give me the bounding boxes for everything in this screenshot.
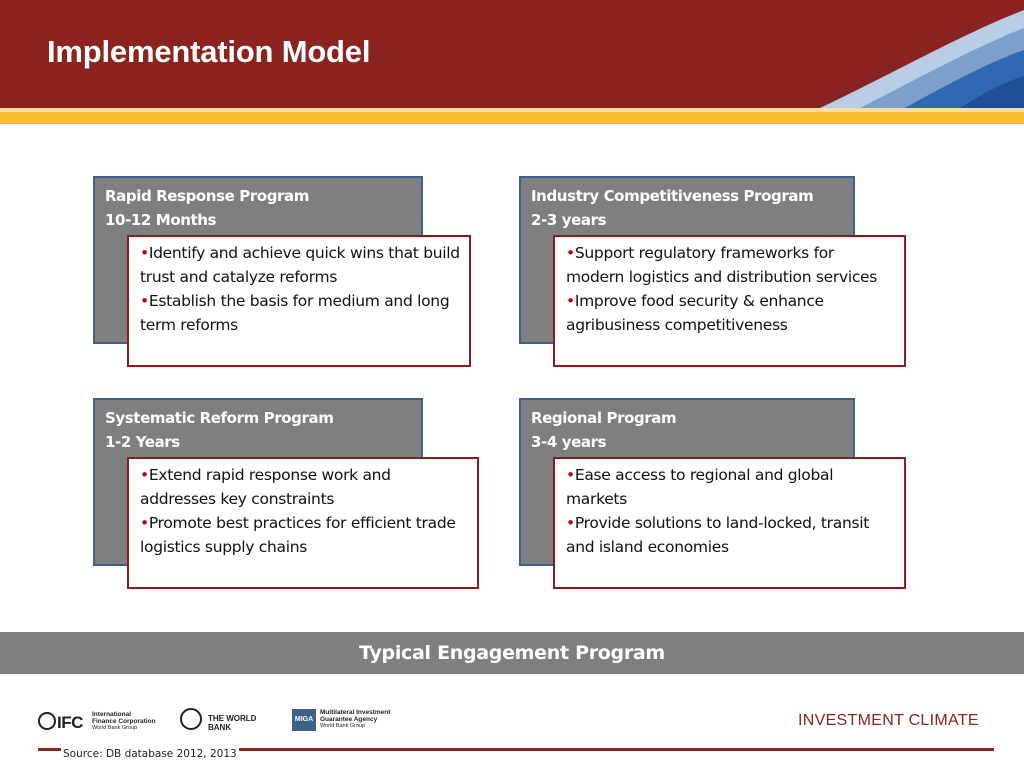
ifc-logo-text: International Finance Corporation World Bank Group [92,711,156,731]
bullet-item: •Support regulatory frameworks for modern logistics and distribution services [566,244,878,286]
investment-climate-brand: INVESTMENT CLIMATE [798,712,979,729]
bullet-item: •Extend rapid response work and addresses key constraints [140,466,391,508]
program-name: Regional Program [531,409,677,427]
header-stripe-gold [0,112,1024,124]
ifc-logo [38,706,168,736]
page-title: Implementation Model [47,34,371,69]
miga-logo-mark: MIGA [292,709,316,731]
world-bank-logo [180,706,280,736]
program-name: Systematic Reform Program [105,409,334,427]
globe-icon [38,712,56,730]
bullet-item: •Identify and achieve quick wins that build trust and catalyze reforms [140,244,460,286]
bullet-item: •Ease access to regional and global markets [566,466,834,508]
program-bullets-regional [553,457,906,589]
bullet-item: •Improve food security & enhance agribusiness competitiveness [566,292,824,334]
world-bank-globe-icon [180,708,202,730]
world-bank-logo-text: THE WORLD BANK [208,714,257,732]
program-card-title [105,184,309,232]
bullet-item: •Establish the basis for medium and long term reforms [140,292,450,334]
bullet-item: •Provide solutions to land-locked, transit and island economies [566,514,870,556]
program-bullets-systematic-reform [127,457,479,589]
program-card-title [531,406,676,454]
source-note: Source: DB database 2012, 2013 [63,748,237,760]
program-name: Rapid Response Program [105,187,309,205]
engagement-band-label: Typical Engagement Program [359,642,665,664]
program-name: Industry Competitiveness Program [531,187,814,205]
miga-logo [292,706,412,736]
program-bullets-rapid-response [127,235,471,367]
header-bar [0,0,1024,108]
engagement-band [0,632,1024,674]
program-card-title [105,406,333,454]
miga-logo-text: Multilateral Investment Guarantee Agency World Bank Group [320,709,391,729]
program-card-title [531,184,813,232]
program-duration: 3-4 years [531,433,607,451]
bullet-item: •Promote best practices for efficient trade logistics supply chains [140,514,456,556]
ifc-logo-mark: IFC [38,712,83,733]
program-bullets-industry-competitiveness [553,235,906,367]
program-duration: 1-2 Years [105,433,180,451]
program-duration: 2-3 years [531,211,607,229]
program-duration: 10-12 Months [105,211,217,229]
